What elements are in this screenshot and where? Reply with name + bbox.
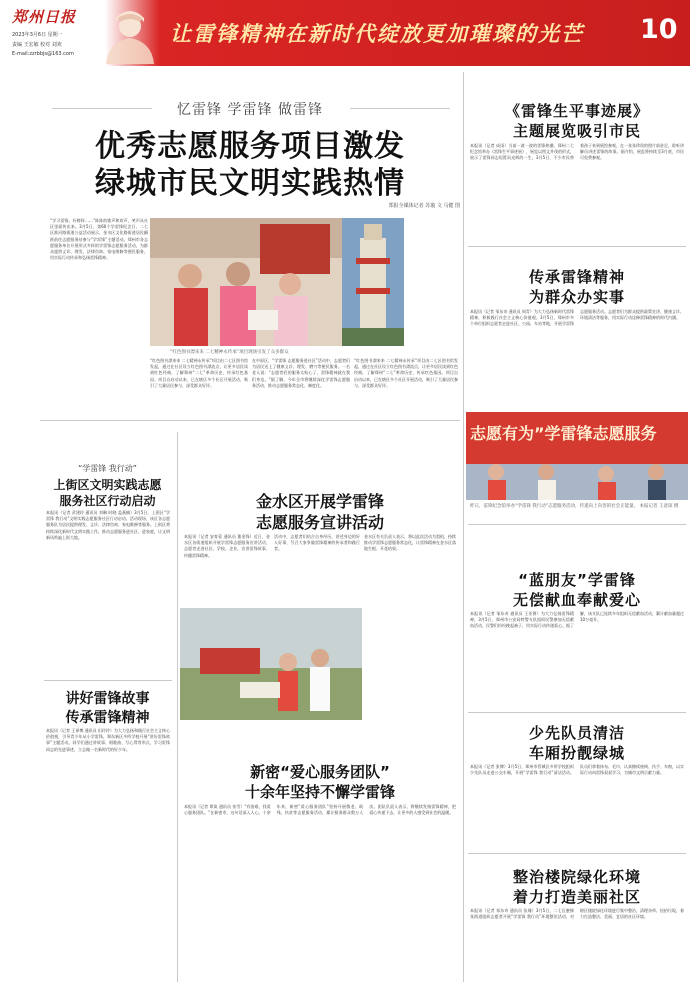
jinshui-title-line2: 志愿服务宣讲活动: [255, 513, 384, 532]
youth-divider: [468, 853, 686, 854]
banner-slogan: 让雷锋精神在新时代绽放更加璀璨的光芒: [170, 22, 584, 46]
lead-photo-caption: “红色图书漂来来 二七精神永传承”项目现场引发了众多群众: [170, 350, 289, 355]
lead-kicker: 忆雷锋 学雷锋 做雷锋: [177, 102, 323, 118]
lower-column-divider: [177, 432, 178, 982]
page-number: 10: [640, 14, 678, 45]
upper-title-line2: 服务社区行动启动: [59, 494, 156, 508]
editor-email: E-mail:zzrbbjs@163.com: [12, 51, 74, 57]
lead-body-side: “红色图书漂来来 二七精神永传承”项目由二七区图书馆发起，通过在社区设立红色图书漂流点，让更多居民读到红色经典，了解郑州“二七”革命历史，传承红色基因。项目自启动以来，已在辖区多个社区开展活动，吸引了大量居民参与，深受群众好评。: [354, 358, 458, 388]
exhibit-divider: [468, 246, 686, 247]
issue-date: 2023年3月6日 星期一: [12, 32, 63, 38]
exhibit-body: 本报讯（记者 成雨）当前一波一波的雷锋热潮，郑州二七纪念馆举办《雷锋生平事迹展》，展览以图文并茂的形式，展示了雷锋同志短暂而光辉的一生。3月5日，不少市民带着孩子来到展馆参观，在一张张珍贵的照片前驻足，聆听讲解员讲述雷锋的故事。据介绍，展览将持续至3月底，市民可免费参观。: [470, 143, 684, 161]
team-title-line2: 十余年坚持不懈学雷锋: [244, 783, 395, 801]
youth-title-line2: 车厢扮靓绿城: [528, 744, 625, 762]
column-divider: [463, 72, 464, 982]
spread-title-line1: 传承雷锋精神: [528, 268, 625, 286]
spread-divider: [468, 524, 686, 525]
lead-tower-photo: [342, 218, 404, 346]
blue-divider: [468, 712, 686, 713]
clean-title-line1: 整治楼院绿化环境: [512, 868, 641, 886]
team-body: 本报讯（记者 覃岚 通讯员 张雪）“有困难，找爱心服务团队。”在新密市，这句话深入人心。十余年来，新密“爱心服务团队”坚持开展敬老、助残、扶贫等志愿服务活动，累计服务群众数万人次。团队负责人表示，将继续发扬雷锋精神，把爱心传递下去，让更多的人感受到社会的温暖。: [184, 804, 456, 816]
lead-bottom-divider: [40, 420, 460, 421]
lead-body-col2b: 在中原区，“学雷锋 志愿服务进社区”活动中，志愿者们为居民送上了健康义诊、理发、磨刀等便民服务。一名老人说：“志愿者们的服务太贴心了，雷锋精神就在我们身边。”据了解，今年全市将继续深化学雷锋志愿服务活动，推动志愿服务常态化、制度化。: [252, 358, 350, 388]
youth-body: 本报讯（记者 张博）3月5日，郑州市管城区多所学校组织少先队员走进公交车厢，开展“学雷锋 我行动”清洁活动。队员们拿着抹布、毛巾，认真擦拭座椅、扶手、车窗，以实际行动向雷锋叔叔学习，为城市文明贡献力量。: [470, 764, 684, 776]
exhibit-title-line1: 《雷锋生平事迹展》: [504, 102, 649, 120]
youth-title-line1: 少先队员清洁: [528, 724, 625, 742]
story-body: 本报讯（记者 王译博 通讯员 田玲玲）为大力弘扬和践行社会主义核心价值观，引导青少年从小学雷锋，郑东新区多所学校开展“讲好雷锋故事”主题活动。同学们通过讲故事、唱歌曲、写心得等形式，学习雷锋同志的先进事迹，立志做一名新时代的好少年。: [46, 728, 170, 752]
newspaper-logo: 郑州日报: [12, 8, 77, 26]
spread-photo-caption: 昨日，雷锋纪念馆举办“学雷锋 我行动”志愿服务活动，传递向上向善的社会正能量。 本报记者 王意琼 摄: [470, 504, 679, 509]
upper-kicker: “学雷锋 我行动”: [78, 464, 137, 473]
spread-photo-banner: 志愿有为”学雷锋志愿服务: [470, 424, 657, 443]
upper-divider: [44, 680, 172, 681]
team-title-line1: 新密“爱心服务团队”: [250, 763, 390, 781]
upper-body: 本报讯（记者 武建玲 通讯员 刘琳 时晓 盖燕楠）3月5日，上街区“学雷锋 我行动”文明实践志愿服务社区行动启动。活动现场，该区各志愿服务队为居民提供理发、义诊、法律咨询、家电维修等服务。上街区将持续深化新时代文明实践工作，推动志愿服务进社区、进家庭，让文明新风吹遍上街大地。: [46, 510, 170, 540]
lead-title-line1: 优秀志愿服务项目激发: [95, 129, 405, 164]
jinshui-photo: [180, 608, 362, 720]
story-title-line2: 传承雷锋精神: [65, 710, 150, 726]
spread-title-line2: 为群众办实事: [528, 288, 625, 306]
editors: 责编 王宏敏 校对 刘欢: [12, 42, 62, 48]
exhibit-title-line2: 主题展览吸引市民: [512, 122, 641, 140]
jinshui-title-line1: 金水区开展学雷锋: [255, 492, 384, 511]
lead-body-col1: “学习雷锋，好榜样……”阵阵的歌声和欢声、笑声从社区里面传出来。3月5日，第60个学雷锋纪念日，二七区淮河路街道公益活动展示，金水区文化路街道居民踊跃前往志愿服务站参与“学雷锋”主题活动。郑州市各志愿服务单位开展形式多样的学雷锋志愿服务活动，为群众提供义诊、理发、法律咨询、家电维修等便民服务，用实际行动传承和弘扬雷锋精神。: [50, 218, 148, 261]
jinshui-body-2: 活动中，志愿者们结合自身经历，讲述身边的好人好事，号召大家争做雷锋精神的传承者和践行者。: [274, 534, 360, 552]
blue-title-line2: 无偿献血奉献爱心: [512, 591, 641, 609]
clean-body: 本报讯（记者 邹东奇 通讯员 张瑾）3月5日，二七区蜜蜂张街道组织志愿者开展“学雷锋 我行动”环境整治活动，对辖区楼院绿化环境进行集中整治，清理杂草、捡拾垃圾，着力打造整洁、美丽、宜居的社区环境。: [470, 908, 684, 920]
upper-title-line1: 上街区文明实践志愿: [53, 478, 162, 492]
spread-body: 本报讯（记者 邹东奇 通讯员 周青）为大力弘扬新时代雷锋精神，积极践行社会主义核心价值观，3月5日，郑州市多个单位组织志愿者走进社区、公园、车站等地，开展学雷锋志愿服务活动。志愿者们为群众提供政策宣讲、健康义诊、环境清洁等服务，用实际行动诠释雷锋精神的时代内涵。: [470, 309, 684, 327]
lead-photo: [150, 218, 342, 346]
lead-kicker-rule-left: [52, 108, 152, 109]
lead-byline: 郑报全媒体记者 苏璇 文 马健 图: [388, 203, 460, 209]
story-title-line1: 讲好雷锋故事: [65, 691, 150, 707]
blue-body: 本报讯（记者 邹东奇 通讯员 王亚赛）为大力弘扬雷锋精神，3月5日，郑州市公安局特警支队组织民警参加无偿献血活动，民警们纷纷挽起袖子，用实际行动传递爱心。据了解，该支队已连续多年组织无偿献血活动，累计献血量超过10万毫升。: [470, 611, 684, 629]
clean-title-line2: 着力打造美丽社区: [512, 888, 641, 906]
lei-feng-portrait-icon: [100, 4, 160, 64]
lead-kicker-rule-right: [350, 108, 450, 109]
jinshui-body-3: 金水区有关负责人表示，将以此次活动为契机，持续推动学雷锋志愿服务常态化，让雷锋精神在金水区落地生根、开花结果。: [364, 534, 456, 552]
blue-title-line1: “蓝朋友”学雷锋: [518, 571, 636, 589]
lead-title-line2: 绿城市民文明实践热情: [95, 166, 405, 201]
lead-body-col2: “红色图书漂来来 二七精神永传承”项目由二七区图书馆发起，通过在社区设立红色图书漂流点，让更多居民读到红色经典，了解郑州“二七”革命历史，传承红色基因。项目自启动以来，已在辖区多个社区开展活动，吸引了大量居民参与，深受群众好评。: [150, 358, 248, 388]
jinshui-body-1: 本报讯（记者 安育蓉 通讯员 董金锋）近日，金水区各街道组织开展学雷锋志愿服务宣讲活动，志愿者走进社区、学校、企业，宣讲雷锋故事，传播雷锋精神。: [184, 534, 270, 558]
